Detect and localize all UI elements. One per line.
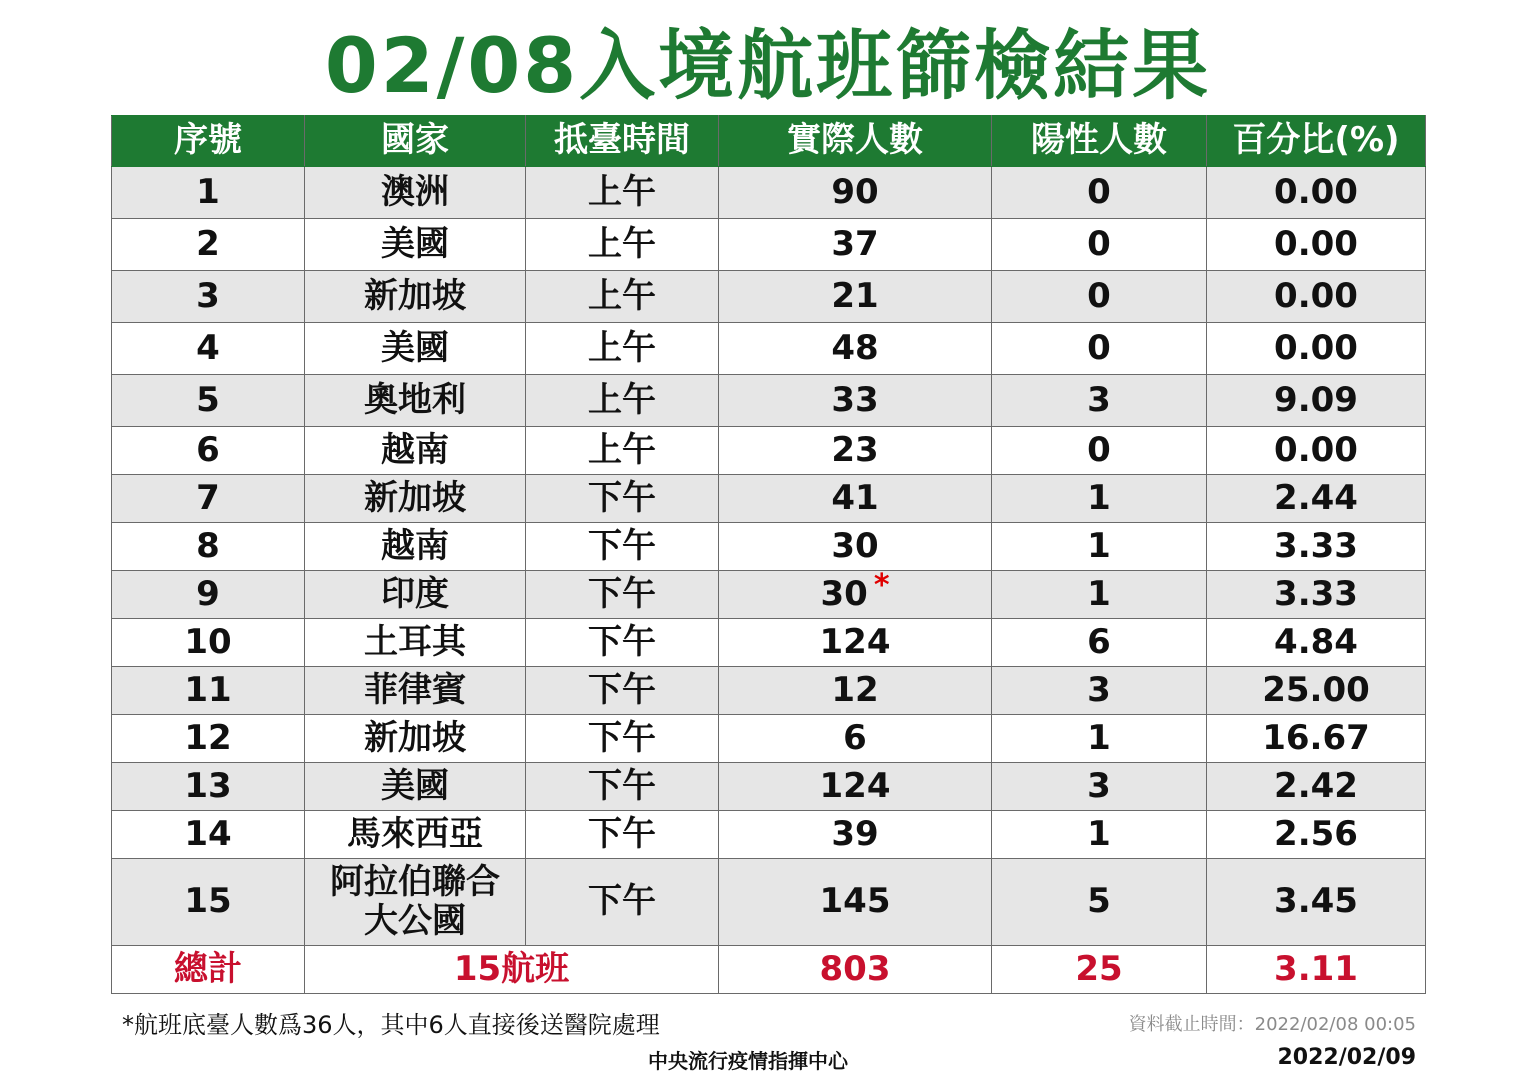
country-line-1: 阿拉伯聯合	[330, 861, 500, 902]
table-row	[112, 667, 1426, 715]
total-positive-count: 25	[992, 946, 1207, 994]
total-percentage: 3.11	[1207, 946, 1426, 994]
table-row	[112, 323, 1426, 375]
cell-arrival-time: 上午	[526, 271, 719, 323]
cell-serial-no: 7	[112, 475, 305, 523]
table-row	[112, 571, 1426, 619]
cell-percentage: 3.33	[1207, 523, 1426, 571]
cell-percentage: 0.00	[1207, 323, 1426, 375]
cell-arrival-time: 下午	[526, 667, 719, 715]
cell-arrival-time: 上午	[526, 323, 719, 375]
cell-arrival-time: 上午	[526, 375, 719, 427]
table-row	[112, 219, 1426, 271]
cell-percentage: 0.00	[1207, 427, 1426, 475]
cell-percentage: 9.09	[1207, 375, 1426, 427]
cell-percentage: 3.45	[1207, 859, 1426, 946]
cell-serial-no: 11	[112, 667, 305, 715]
cell-country: 菲律賓	[305, 667, 526, 715]
header-positive-count: 陽性人數	[992, 116, 1207, 167]
cell-arrival-time: 下午	[526, 523, 719, 571]
table-row	[112, 271, 1426, 323]
publish-date: 2022/02/09	[1277, 1045, 1416, 1070]
cell-positive-count: 1	[992, 523, 1207, 571]
table-row	[112, 167, 1426, 219]
cell-actual-count: 39	[719, 811, 992, 859]
cell-actual-count: 33	[719, 375, 992, 427]
cell-arrival-time: 上午	[526, 427, 719, 475]
table-row	[112, 619, 1426, 667]
table-row	[112, 523, 1426, 571]
table-row	[112, 475, 1426, 523]
cell-positive-count: 0	[992, 167, 1207, 219]
cell-serial-no: 9	[112, 571, 305, 619]
cell-actual-count: 30	[719, 523, 992, 571]
table-row	[112, 427, 1426, 475]
cell-percentage: 16.67	[1207, 715, 1426, 763]
table-header-row	[112, 116, 1426, 167]
total-label: 總計	[112, 946, 305, 994]
cell-serial-no: 6	[112, 427, 305, 475]
table-row	[112, 763, 1426, 811]
cell-positive-count: 1	[992, 811, 1207, 859]
cell-actual-count: 124	[719, 619, 992, 667]
header-actual-count: 實際人數	[719, 116, 992, 167]
header-percentage: 百分比(%)	[1207, 116, 1426, 167]
total-flights: 15航班	[305, 946, 719, 994]
cell-arrival-time: 下午	[526, 619, 719, 667]
cell-positive-count: 5	[992, 859, 1207, 946]
cell-actual-count: 21	[719, 271, 992, 323]
cell-arrival-time: 下午	[526, 859, 719, 946]
cell-arrival-time: 下午	[526, 715, 719, 763]
cell-serial-no: 8	[112, 523, 305, 571]
cell-country: 澳洲	[305, 167, 526, 219]
cell-arrival-time: 上午	[526, 167, 719, 219]
cell-positive-count: 1	[992, 715, 1207, 763]
cell-country: 越南	[305, 523, 526, 571]
cell-arrival-time: 下午	[526, 475, 719, 523]
table-row	[112, 859, 1426, 946]
cell-actual-count: 48	[719, 323, 992, 375]
table-row	[112, 715, 1426, 763]
cell-actual-count: 6	[719, 715, 992, 763]
cell-serial-no: 10	[112, 619, 305, 667]
cell-country: 越南	[305, 427, 526, 475]
cell-actual-count: 124	[719, 763, 992, 811]
cell-percentage: 2.56	[1207, 811, 1426, 859]
cell-country: 馬來西亞	[305, 811, 526, 859]
cell-arrival-time: 上午	[526, 219, 719, 271]
cell-country: 美國	[305, 323, 526, 375]
cell-positive-count: 0	[992, 219, 1207, 271]
cell-country: 美國	[305, 219, 526, 271]
cell-positive-count: 0	[992, 323, 1207, 375]
cell-serial-no: 3	[112, 271, 305, 323]
cell-percentage: 25.00	[1207, 667, 1426, 715]
cell-positive-count: 6	[992, 619, 1207, 667]
cell-arrival-time: 下午	[526, 763, 719, 811]
cell-serial-no: 1	[112, 167, 305, 219]
cell-percentage: 3.33	[1207, 571, 1426, 619]
table-row	[112, 375, 1426, 427]
cell-positive-count: 0	[992, 427, 1207, 475]
cell-serial-no: 12	[112, 715, 305, 763]
cell-percentage: 0.00	[1207, 167, 1426, 219]
cell-percentage: 2.42	[1207, 763, 1426, 811]
cell-positive-count: 0	[992, 271, 1207, 323]
data-cutoff-time: 資料截止時間：2022/02/08 00:05	[1128, 1014, 1416, 1035]
cell-positive-count: 1	[992, 571, 1207, 619]
cell-percentage: 0.00	[1207, 271, 1426, 323]
cell-actual-count: 90	[719, 167, 992, 219]
cell-country: 土耳其	[305, 619, 526, 667]
cell-country: 奧地利	[305, 375, 526, 427]
cell-percentage: 4.84	[1207, 619, 1426, 667]
cell-actual-count: 145	[719, 859, 992, 946]
cell-positive-count: 3	[992, 667, 1207, 715]
cell-percentage: 0.00	[1207, 219, 1426, 271]
footnote: *航班底臺人數爲36人，其中6人直接後送醫院處理	[122, 1011, 660, 1039]
cell-arrival-time: 下午	[526, 811, 719, 859]
cell-actual-count: 37	[719, 219, 992, 271]
cell-positive-count: 3	[992, 375, 1207, 427]
cell-arrival-time: 下午	[526, 571, 719, 619]
cell-actual-count: 12	[719, 667, 992, 715]
cell-serial-no: 14	[112, 811, 305, 859]
cell-positive-count: 3	[992, 763, 1207, 811]
total-actual-count: 803	[719, 946, 992, 994]
cell-serial-no: 15	[112, 859, 305, 946]
actual-count-value: 30	[820, 573, 868, 614]
cell-country: 印度	[305, 571, 526, 619]
cell-country: 新加坡	[305, 475, 526, 523]
cell-serial-no: 5	[112, 375, 305, 427]
cell-serial-no: 2	[112, 219, 305, 271]
total-row	[112, 946, 1426, 994]
cell-country: 新加坡	[305, 271, 526, 323]
cell-actual-count	[719, 567, 992, 619]
header-arrival-time: 抵臺時間	[526, 116, 719, 167]
page-title: 02/08入境航班篩檢結果	[324, 21, 1212, 110]
footnote-marker: *	[873, 567, 890, 603]
cell-actual-count: 41	[719, 475, 992, 523]
cell-serial-no: 4	[112, 323, 305, 375]
cell-percentage: 2.44	[1207, 475, 1426, 523]
cell-country: 美國	[305, 763, 526, 811]
cell-country	[305, 859, 526, 946]
cell-actual-count: 23	[719, 427, 992, 475]
header-serial-no: 序號	[112, 116, 305, 167]
cell-positive-count: 1	[992, 475, 1207, 523]
cell-serial-no: 13	[112, 763, 305, 811]
cell-country: 新加坡	[305, 715, 526, 763]
organization-name: 中央流行疫情指揮中心	[648, 1049, 848, 1073]
table-row	[112, 811, 1426, 859]
screening-results-table	[111, 115, 1426, 994]
header-country: 國家	[305, 116, 526, 167]
country-line-2: 大公國	[364, 901, 466, 941]
